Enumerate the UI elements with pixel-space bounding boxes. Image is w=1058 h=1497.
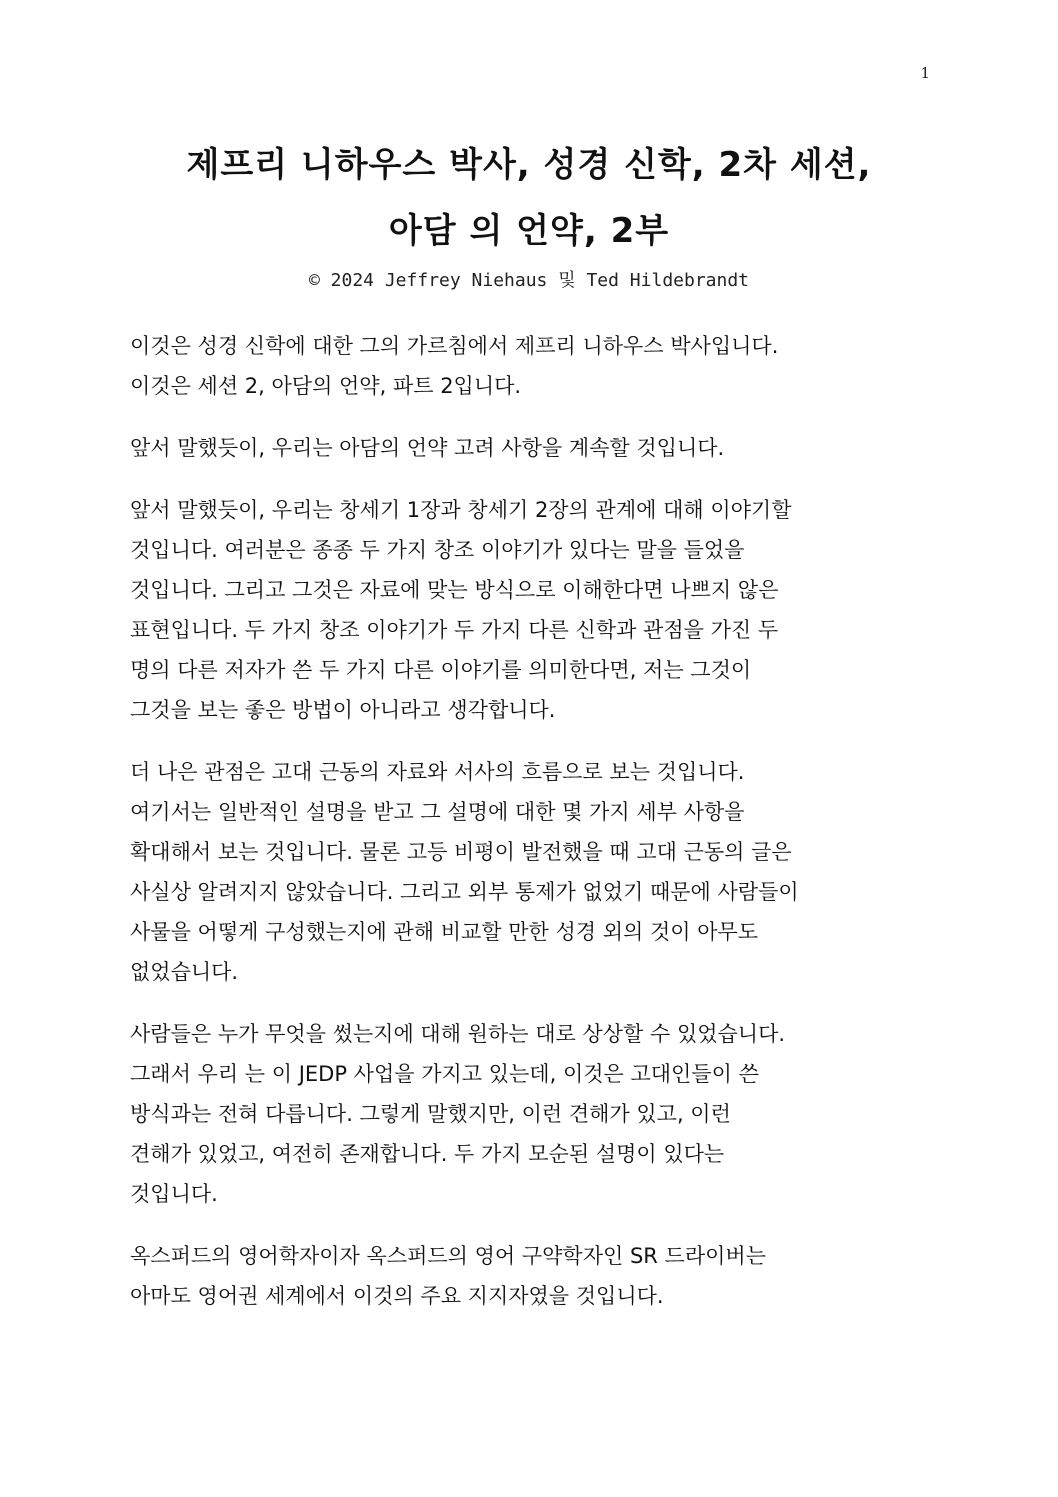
text-line: 그래서 우리 는 이 JEDP 사업을 가지고 있는데, 이것은 고대인들이 쓴 [130, 1062, 759, 1086]
text-line: 앞서 말했듯이, 우리는 창세기 1장과 창세기 2장의 관계에 대해 이야기할 [130, 498, 792, 522]
text-line: 옥스퍼드의 영어학자이자 옥스퍼드의 영어 구약학자인 SR 드라이버는 [130, 1244, 766, 1268]
text-line: 이것은 성경 신학에 대한 그의 가르침에서 제프리 니하우스 박사입니다. [130, 334, 779, 358]
text-line: 없었습니다. [130, 960, 239, 984]
copyright-notice: © 2024 Jeffrey Niehaus 및 Ted Hildebrandt [308, 270, 750, 291]
text-line: 여기서는 일반적인 설명을 받고 그 설명에 대한 몇 가지 세부 사항을 [130, 800, 745, 824]
text-line: 명의 다른 저자가 쓴 두 가지 다른 이야기를 의미한다면, 저는 그것이 [130, 658, 752, 682]
title-line: 아담 의 언약, 2부 [388, 211, 670, 251]
paragraph [130, 1236, 930, 1316]
text-line: 확대해서 보는 것입니다. 물론 고등 비평이 발전했을 때 고대 근동의 글은 [130, 840, 792, 864]
text-line: 앞서 말했듯이, 우리는 아담의 언약 고려 사항을 계속할 것입니다. [130, 436, 725, 460]
page-number: 1 [920, 64, 930, 82]
title-line: 제프리 니하우스 박사, 성경 신학, 2차 세션, [186, 145, 872, 185]
document-title [100, 132, 958, 264]
text-line: 이것은 세션 2, 아담의 언약, 파트 2입니다. [130, 374, 522, 398]
text-line: 사람들은 누가 무엇을 썼는지에 대해 원하는 대로 상상할 수 있었습니다. [130, 1022, 786, 1046]
text-line: 더 나은 관점은 고대 근동의 자료와 서사의 흐름으로 보는 것입니다. [130, 760, 745, 784]
text-line: 견해가 있었고, 여전히 존재합니다. 두 가지 모순된 설명이 있다는 [130, 1142, 725, 1166]
paragraph [130, 752, 930, 992]
text-line: 것입니다. 그리고 그것은 자료에 맞는 방식으로 이해한다면 나쁘지 않은 [130, 578, 779, 602]
paragraph [130, 326, 930, 406]
document-body [130, 326, 930, 1338]
text-line: 아마도 영어권 세계에서 이것의 주요 지지자였을 것입니다. [130, 1284, 664, 1308]
text-line: 사물을 어떻게 구성했는지에 관해 비교할 만한 성경 외의 것이 아무도 [130, 920, 759, 944]
text-line: 표현입니다. 두 가지 창조 이야기가 두 가지 다른 신학과 관점을 가진 두 [130, 618, 779, 642]
text-line: 사실상 알려지지 않았습니다. 그리고 외부 통제가 없었기 때문에 사람들이 [130, 880, 799, 904]
text-line: 것입니다. [130, 1182, 218, 1206]
paragraph [130, 428, 930, 468]
text-line: 방식과는 전혀 다릅니다. 그렇게 말했지만, 이런 견해가 있고, 이런 [130, 1102, 731, 1126]
paragraph [130, 1014, 930, 1214]
paragraph [130, 490, 930, 730]
text-line: 그것을 보는 좋은 방법이 아니라고 생각합니다. [130, 698, 556, 722]
text-line: 것입니다. 여러분은 종종 두 가지 창조 이야기가 있다는 말을 들었을 [130, 538, 745, 562]
